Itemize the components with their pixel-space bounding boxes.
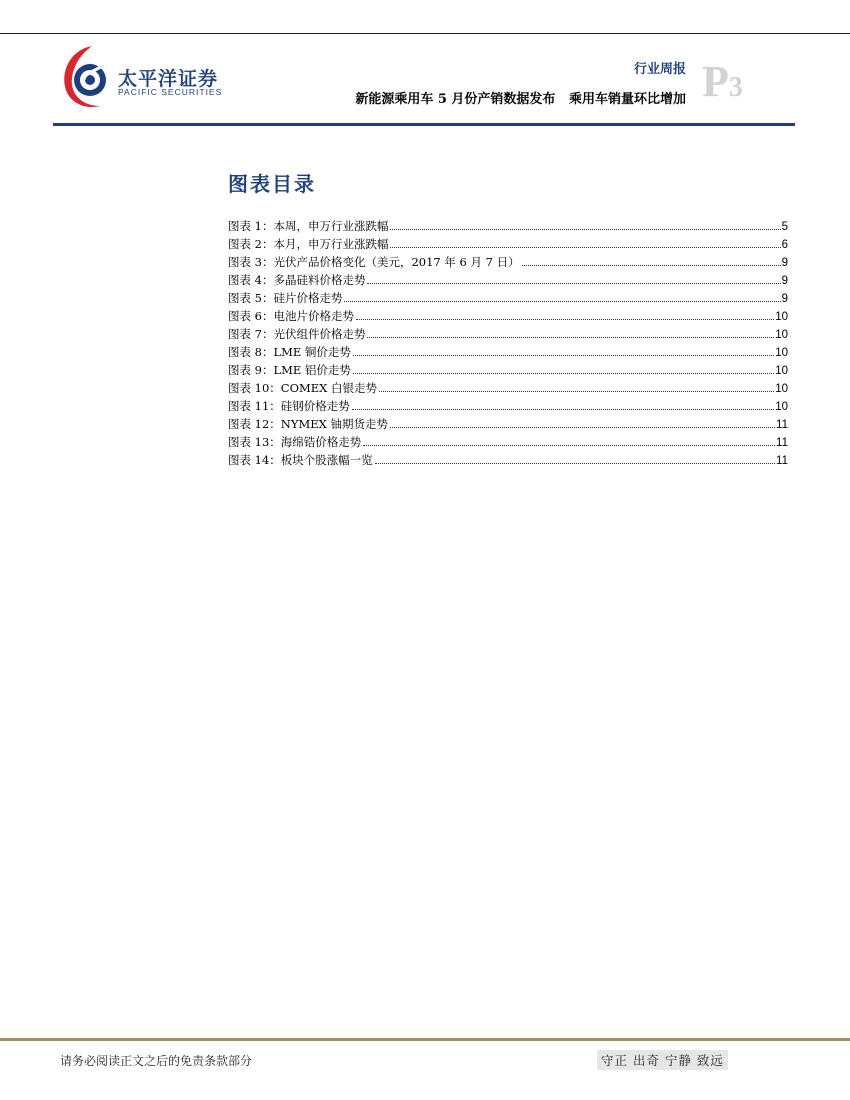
page-label-prefix: P (702, 57, 729, 106)
toc-entry-page: 6 (781, 239, 788, 251)
toc-entry[interactable] (228, 235, 788, 253)
toc-leader-dots (356, 319, 774, 320)
toc-entry[interactable] (228, 433, 788, 451)
toc-entry[interactable] (228, 415, 788, 433)
logo-company-name-cn: 太平洋证券 (118, 68, 219, 90)
toc-entry-label: 图表 9：LME 铝价走势 (228, 363, 351, 377)
toc-leader-dots (353, 373, 774, 374)
toc-entry[interactable] (228, 325, 788, 343)
toc-leader-dots (390, 247, 780, 248)
toc-entry-label: 图表 8：LME 铜价走势 (228, 345, 351, 359)
toc-entry[interactable] (228, 343, 788, 361)
toc-leader-dots (352, 409, 774, 410)
toc-leader-dots (353, 355, 774, 356)
top-rule (0, 33, 850, 34)
toc-entry-page: 5 (781, 221, 788, 233)
company-logo (60, 44, 230, 110)
footer-rule (0, 1038, 850, 1041)
toc-leader-dots (344, 301, 780, 302)
footer-motto: 守正 出奇 宁静 致远 (597, 1050, 728, 1070)
toc-leader-dots (522, 265, 781, 266)
toc-entry-page: 10 (775, 365, 788, 377)
toc-leader-dots (367, 337, 774, 338)
toc-leader-dots (367, 283, 780, 284)
toc-entry[interactable] (228, 361, 788, 379)
toc-entry-page: 10 (775, 311, 788, 323)
toc-entry[interactable] (228, 217, 788, 235)
toc-entry-label: 图表 2：本月，申万行业涨跌幅 (228, 237, 389, 251)
toc-entry[interactable] (228, 379, 788, 397)
header-rule (53, 123, 795, 126)
toc-entry-page: 10 (775, 383, 788, 395)
toc-entry-label: 图表 13：海绵锆价格走势 (228, 435, 362, 449)
toc-entry[interactable] (228, 307, 788, 325)
logo-company-name-en: PACIFIC SECURITIES (118, 87, 223, 97)
toc-entry-page: 9 (781, 293, 788, 305)
toc-entry[interactable] (228, 397, 788, 415)
toc-entry[interactable] (228, 253, 788, 271)
toc-entry-label: 图表 3：光伏产品价格变化（美元，2017 年 6 月 7 日） (228, 255, 520, 269)
toc-entry-page: 10 (775, 347, 788, 359)
toc-entry-page: 11 (776, 437, 788, 449)
toc-entry-label: 图表 6：电池片价格走势 (228, 309, 354, 323)
report-title: 新能源乘用车 5 月份产销数据发布 乘用车销量环比增加 (355, 92, 686, 107)
toc-leader-dots (390, 229, 780, 230)
pacific-securities-logo-icon (60, 44, 116, 110)
toc-entry[interactable] (228, 289, 788, 307)
toc-entry-page: 11 (776, 455, 788, 467)
toc-entry-label: 图表 1：本周，申万行业涨跌幅 (228, 219, 389, 233)
toc-entry[interactable] (228, 271, 788, 289)
footer-disclaimer: 请务必阅读正文之后的免责条款部分 (60, 1054, 253, 1068)
toc-entry-label: 图表 12：NYMEX 铀期货走势 (228, 417, 388, 431)
page-label (702, 57, 743, 106)
toc-entry-page: 10 (775, 329, 788, 341)
toc-entry-page: 10 (775, 401, 788, 413)
toc-entry-label: 图表 7：光伏组件价格走势 (228, 327, 366, 341)
toc-entry-page: 11 (776, 419, 788, 431)
page-label-number: 3 (728, 72, 743, 103)
toc-leader-dots (375, 463, 775, 464)
toc-entry-page: 9 (781, 275, 788, 287)
toc-heading: 图表目录 (228, 172, 316, 196)
toc-entry-label: 图表 4：多晶硅料价格走势 (228, 273, 366, 287)
toc-entry-page: 9 (781, 257, 788, 269)
toc-leader-dots (363, 445, 775, 446)
toc-leader-dots (390, 427, 775, 428)
toc-entry-label: 图表 5：硅片价格走势 (228, 291, 343, 305)
toc-entry-label: 图表 14：板块个股涨幅一览 (228, 453, 373, 467)
toc-entry-label: 图表 10：COMEX 白银走势 (228, 381, 378, 395)
toc-entry[interactable] (228, 451, 788, 469)
toc-list (228, 217, 788, 469)
report-type: 行业周报 (633, 62, 686, 77)
toc-entry-label: 图表 11：硅钢价格走势 (228, 399, 350, 413)
toc-leader-dots (379, 391, 774, 392)
